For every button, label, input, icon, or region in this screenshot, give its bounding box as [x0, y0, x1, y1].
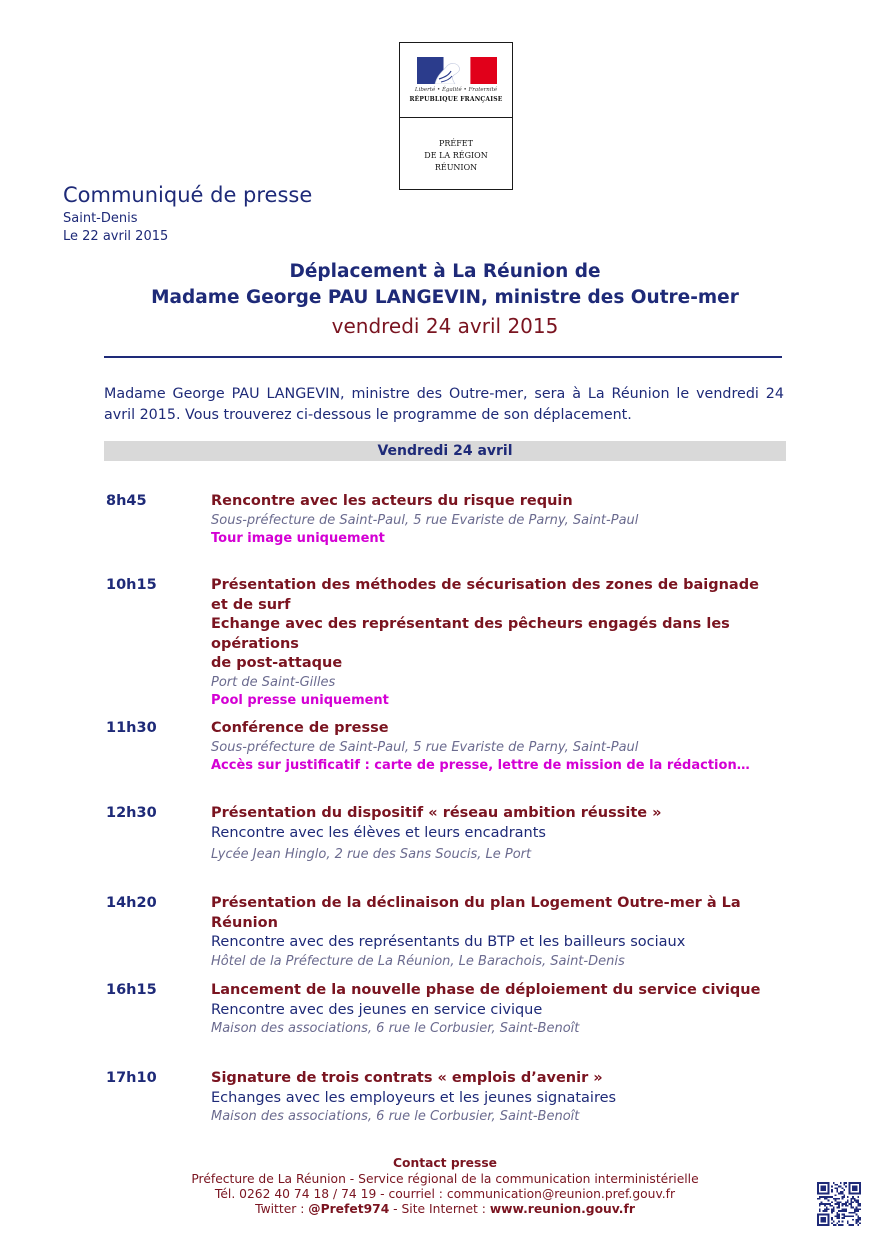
schedule-location: Sous-préfecture de Saint-Paul, 5 rue Evariste de Parny, Saint-Paul	[211, 739, 639, 755]
logo-prefet-line: RÉUNION	[434, 163, 478, 172]
schedule-item	[211, 894, 801, 971]
schedule-time: 8h45	[106, 493, 147, 509]
schedule-press-note: Accès sur justificatif : carte de presse, lettre de mission de la rédaction…	[211, 757, 750, 773]
website-link[interactable]: www.reunion.gouv.fr	[489, 1202, 635, 1216]
main-title-line-2: Madame George PAU LANGEVIN, ministre des Outre-mer	[151, 287, 739, 308]
schedule-time: 17h10	[106, 1070, 157, 1086]
twitter-handle-link[interactable]: @Prefet974	[308, 1202, 390, 1216]
schedule-event-title: Echange avec des représentant des pêcheurs engagés dans les opérations	[211, 616, 730, 652]
schedule-press-note: Tour image uniquement	[211, 530, 385, 546]
schedule-item	[211, 804, 801, 864]
logo-republic-name: RÉPUBLIQUE FRANÇAISE	[409, 96, 503, 103]
schedule-event-title: Conférence de presse	[211, 720, 389, 736]
day-banner: Vendredi 24 avril	[104, 441, 786, 461]
schedule-event-title: Présentation du dispositif « réseau ambition réussite »	[211, 805, 662, 821]
schedule-time: 14h20	[106, 895, 157, 911]
schedule-event-title: Lancement de la nouvelle phase de déploiement du service civique	[211, 982, 761, 998]
schedule-press-note: Pool presse uniquement	[211, 692, 389, 708]
schedule-time: 12h30	[106, 805, 157, 821]
schedule-item	[211, 1069, 801, 1126]
twitter-label: Twitter :	[255, 1202, 309, 1216]
schedule-event-title: Présentation des méthodes de sécurisation des zones de baignade	[211, 577, 759, 593]
schedule-location: Maison des associations, 6 rue le Corbusier, Saint-Benoît	[211, 1021, 580, 1036]
footer-phone-email: Tél. 0262 40 74 18 / 74 19 - courriel : communication@reunion.pref.gouv.fr	[214, 1187, 676, 1201]
footer-contact-heading: Contact presse	[392, 1156, 498, 1170]
schedule-event-title: et de surf	[211, 596, 291, 613]
schedule-location: Port de Saint-Gilles	[211, 674, 336, 690]
release-city: Saint-Denis	[63, 211, 138, 226]
schedule-item	[211, 576, 801, 710]
schedule-item	[211, 719, 801, 775]
schedule-event-subtitle: Rencontre avec les élèves et leurs encadrants	[211, 824, 546, 841]
schedule-event-subtitle: Rencontre avec des jeunes en service civique	[211, 1001, 543, 1018]
schedule-event-title: Signature de trois contrats « emplois d’avenir »	[211, 1070, 603, 1086]
main-title-line-1: Déplacement à La Réunion de	[289, 261, 601, 282]
logo-motto: Liberté • Égalité • Fraternité	[414, 87, 498, 93]
schedule-event-subtitle: Echanges avec les employeurs et les jeunes signataires	[211, 1089, 617, 1106]
main-title-date: vendredi 24 avril 2015	[331, 314, 559, 338]
schedule-item	[211, 492, 801, 548]
intro-paragraph: Madame George PAU LANGEVIN, ministre des Outre-mer, sera à La Réunion le vendredi 24 avril 2015. Vous trouverez ci-dessous le programme de son déplacement.	[104, 386, 784, 423]
release-date: Le 22 avril 2015	[63, 229, 169, 244]
qr-code-icon[interactable]	[817, 1182, 861, 1226]
marianne-flag-icon	[417, 57, 497, 84]
schedule-event-title: Rencontre avec les acteurs du risque requin	[211, 493, 573, 509]
press-release-heading: Communiqué de presse	[63, 183, 313, 207]
logo-prefet-line: PRÉFET	[439, 139, 473, 148]
schedule-location: Lycée Jean Hinglo, 2 rue des Sans Soucis, Le Port	[211, 847, 532, 862]
logo-divider	[400, 117, 512, 118]
schedule-location: Hôtel de la Préfecture de La Réunion, Le Barachois, Saint-Denis	[211, 953, 625, 969]
schedule-time: 16h15	[106, 982, 157, 998]
schedule-item	[211, 981, 801, 1038]
site-label: - Site Internet :	[389, 1202, 490, 1216]
schedule-time: 11h30	[106, 720, 157, 736]
footer-service-line: Préfecture de La Réunion - Service régional de la communication interministérielle	[191, 1172, 699, 1186]
title-divider	[104, 356, 782, 358]
prefecture-logo	[399, 42, 513, 190]
schedule-event-title: Présentation de la déclinaison du plan Logement Outre-mer à La Réunion	[211, 895, 741, 931]
logo-prefet-line: DE LA RÉGION	[424, 151, 488, 160]
schedule-event-subtitle: Rencontre avec des représentants du BTP et les bailleurs sociaux	[211, 934, 686, 950]
schedule-location: Maison des associations, 6 rue le Corbusier, Saint-Benoît	[211, 1109, 580, 1124]
schedule-event-title: de post-attaque	[211, 655, 343, 671]
schedule-location: Sous-préfecture de Saint-Paul, 5 rue Evariste de Parny, Saint-Paul	[211, 512, 639, 528]
schedule-time: 10h15	[106, 577, 157, 593]
footer-social-line	[100, 1202, 790, 1217]
